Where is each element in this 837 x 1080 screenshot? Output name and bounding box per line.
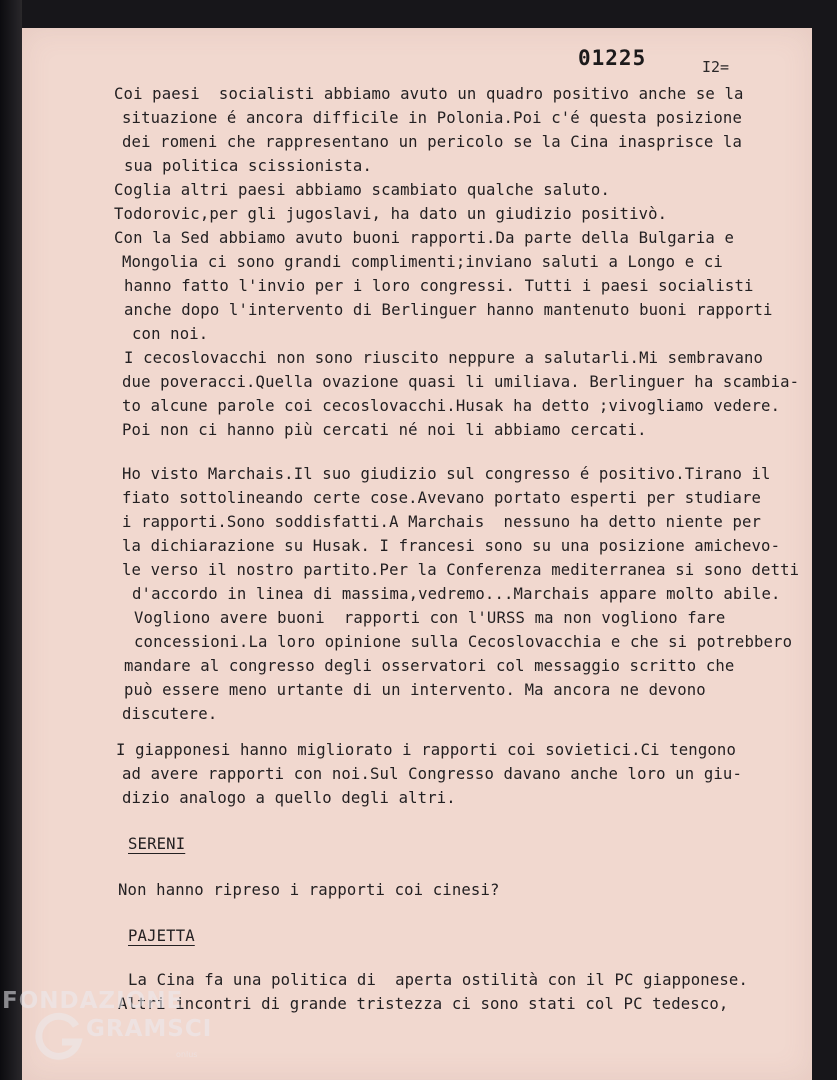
text-line: hanno fatto l'invio per i loro congressi. Tutti i paesi socialisti	[124, 277, 754, 295]
text-line: I giapponesi hanno migliorato i rapporti coi sovietici.Ci tengono	[116, 741, 736, 759]
text-line: dei romeni che rappresentano un pericolo se la Cina inasprisce la	[122, 133, 742, 151]
text-line: dizio analogo a quello degli altri.	[122, 789, 456, 807]
text-line: Todorovic,per gli jugoslavi, ha dato un giudizio positivò.	[114, 205, 668, 223]
text-line: mandare al congresso degli osservatori col messaggio scritto che	[124, 657, 735, 675]
text-line: I cecoslovacchi non sono riuscito neppure a salutarli.Mi sembravano	[124, 349, 764, 367]
text-line: la dichiarazione su Husak. I francesi sono su una posizione amichevo-	[122, 537, 781, 555]
text-line: due poveracci.Quella ovazione quasi li umiliava. Berlinguer ha scambia-	[122, 373, 800, 391]
text-line: Coi paesi socialisti abbiamo avuto un quadro positivo anche se la	[114, 85, 744, 103]
text-line: concessioni.La loro opinione sulla Cecoslovacchia e che si potrebbero	[134, 633, 793, 651]
text-line: ad avere rapporti con noi.Sul Congresso davano anche loro un giu-	[122, 765, 742, 783]
text-line: Poi non ci hanno più cercati né noi li abbiamo cercati.	[122, 421, 647, 439]
text-line: Coglia altri paesi abbiamo scambiato qualche saluto.	[114, 181, 610, 199]
page-mark: I2=	[702, 58, 730, 76]
text-line: Mongolia ci sono grandi complimenti;inviano saluti a Longo e ci	[122, 253, 723, 271]
text-line: Ho visto Marchais.Il suo giudizio sul congresso é positivo.Tirano il	[122, 465, 771, 483]
watermark-line2: GRAMSCI	[86, 1016, 213, 1042]
scanner-edge	[0, 0, 22, 1080]
text-line: Altri incontri di grande tristezza ci sono stati col PC tedesco,	[118, 995, 729, 1013]
speaker-heading: PAJETTA	[128, 927, 195, 945]
text-line: La Cina fa una politica di aperta ostilità con il PC giapponese.	[128, 971, 748, 989]
text-line: to alcune parole coi cecoslovacchi.Husak ha detto ;vivogliamo vedere.	[122, 397, 781, 415]
text-line: Non hanno ripreso i rapporti coi cinesi?	[118, 881, 500, 899]
text-line: le verso il nostro partito.Per la Conferenza mediterranea si sono detti	[122, 561, 800, 579]
text-line: fiato sottolineando certe cose.Avevano portato esperti per studiare	[122, 489, 762, 507]
text-line: situazione é ancora difficile in Polonia.Poi c'é questa posizione	[122, 109, 742, 127]
text-line: d'accordo in linea di massima,vedremo...Marchais appare molto abile.	[132, 585, 781, 603]
watermark-line3: onlus	[176, 1050, 198, 1059]
document-number: 01225	[578, 46, 647, 70]
text-line: può essere meno urtante di un intervento. Ma ancora ne devono	[124, 681, 706, 699]
speaker-heading: SERENI	[128, 835, 186, 853]
text-line: con noi.	[132, 325, 209, 343]
watermark-line1: FONDAZIONE	[2, 988, 184, 1014]
text-line: sua politica scissionista.	[124, 157, 372, 175]
text-line: Con la Sed abbiamo avuto buoni rapporti.Da parte della Bulgaria e	[114, 229, 734, 247]
text-line: discutere.	[122, 705, 218, 723]
text-line: Vogliono avere buoni rapporti con l'URSS ma non vogliono fare	[134, 609, 726, 627]
text-line: anche dopo l'intervento di Berlinguer hanno mantenuto buoni rapporti	[124, 301, 773, 319]
text-line: i rapporti.Sono soddisfatti.A Marchais nessuno ha detto niente per	[122, 513, 762, 531]
